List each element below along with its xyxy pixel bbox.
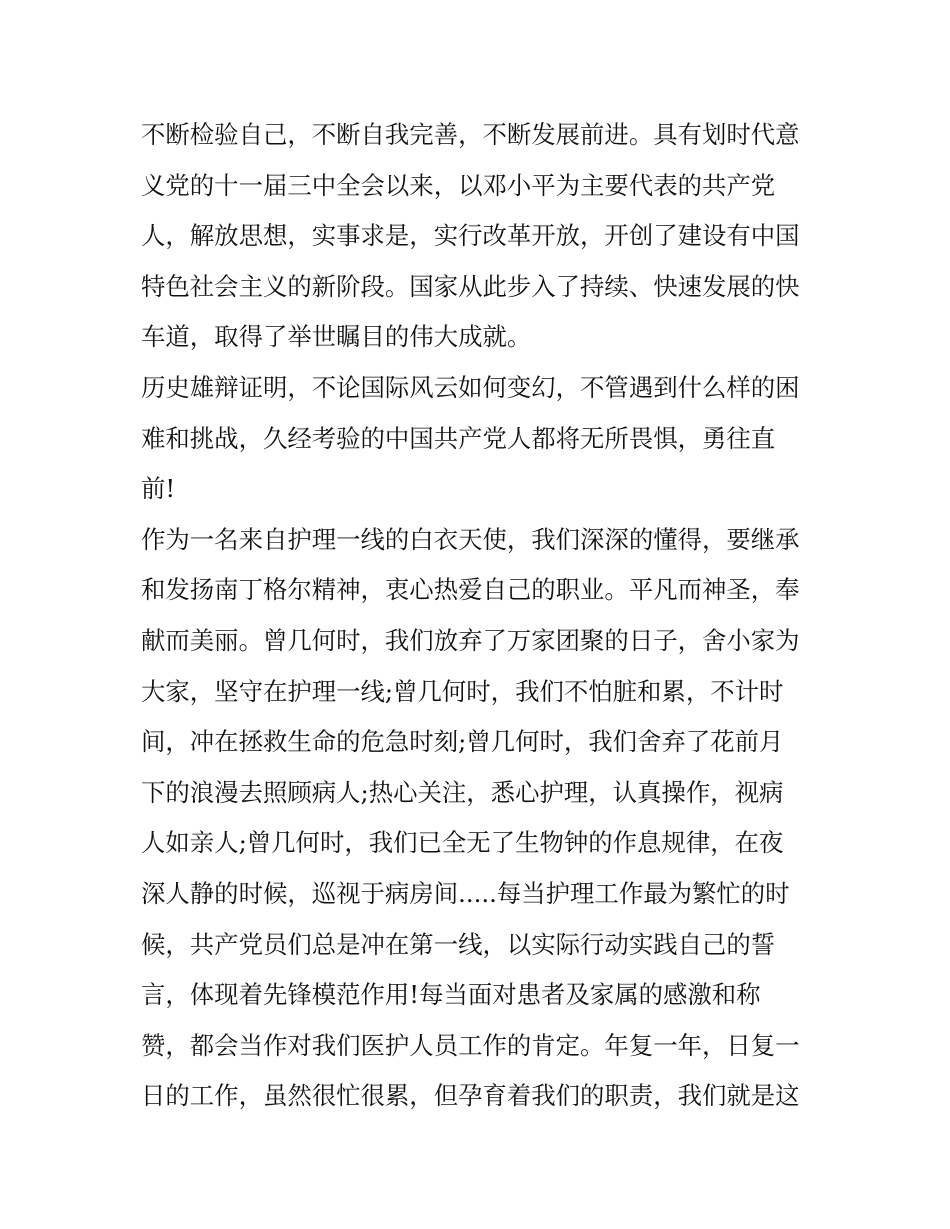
text-line: 作为一名来自护理一线的白衣天使，我们深深的懂得，要继承 — [141, 524, 800, 554]
text-line: 间，冲在拯救生命的危急时刻;曾几何时，我们舍弃了花前月 — [141, 727, 784, 757]
document-body — [141, 110, 821, 1122]
text-line: 候，共产党员们总是冲在第一线，以实际行动实践自己的誓 — [141, 929, 776, 959]
text-line: 特色社会主义的新阶段。国家从此步入了持续、快速发展的快 — [141, 271, 800, 301]
text-line: 前! — [141, 474, 176, 504]
text-line: 义党的十一届三中全会以来，以邓小平为主要代表的共产党 — [141, 170, 776, 200]
text-line: 和发扬南丁格尔精神，衷心热爱自己的职业。平凡而神圣，奉 — [141, 575, 800, 605]
text-line: 难和挑战，久经考验的中国共产党人都将无所畏惧，勇往直 — [141, 423, 776, 453]
text-line: 深人静的时候，巡视于病房间.....每当护理工作最为繁忙的时 — [141, 878, 790, 908]
text-line: 献而美丽。曾几何时，我们放弃了万家团聚的日子，舍小家为 — [141, 625, 800, 655]
text-line: 历史雄辩证明，不论国际风云如何变幻，不管遇到什么样的困 — [141, 372, 800, 402]
text-line: 人，解放思想，实事求是，实行改革开放，开创了建设有中国 — [141, 221, 800, 251]
text-line: 下的浪漫去照顾病人;热心关注，悉心护理，认真操作，视病 — [141, 777, 784, 807]
text-line: 言，体现着先锋模范作用!每当面对患者及家属的感激和称 — [141, 980, 761, 1010]
text-line: 日的工作，虽然很忙很累，但孕育着我们的职责，我们就是这 — [141, 1081, 800, 1111]
text-line: 人如亲人;曾几何时，我们已全无了生物钟的作息规律，在夜 — [141, 828, 784, 858]
text-line: 大家，坚守在护理一线;曾几何时，我们不怕脏和累，不计时 — [141, 676, 784, 706]
text-line: 赞，都会当作对我们医护人员工作的肯定。年复一年，日复一 — [141, 1030, 800, 1060]
text-line: 不断检验自己，不断自我完善，不断发展前进。具有划时代意 — [141, 120, 800, 149]
text-line: 车道，取得了举世瞩目的伟大成就。 — [141, 322, 532, 352]
